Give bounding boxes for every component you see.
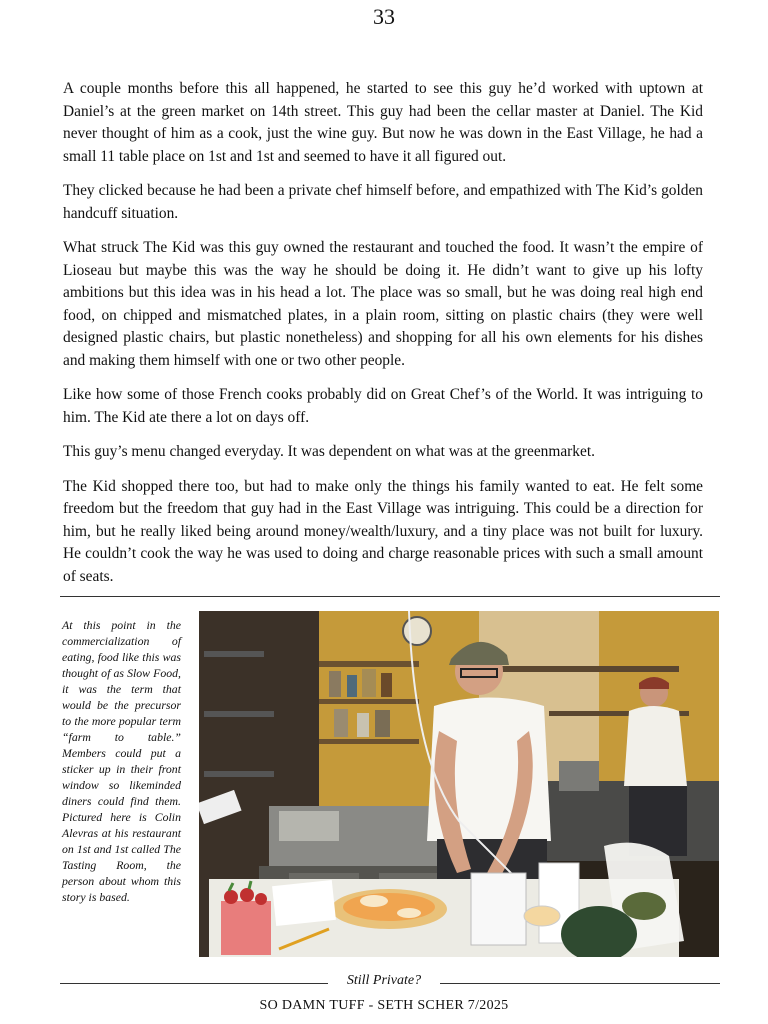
page-number: 33 <box>373 4 395 29</box>
photo-caption: At this point in the commercialization of eating, food like this was thought of as Slow Food, it was the term that would be the precursor to the more popular term “farm to table.” Members could put a sticker up in their front window so likeminded diners could find them. Pictured here is Colin Alevras at his restaurant on 1st and 1st called The Tasting Room, the person about whom this story is based. <box>62 618 181 904</box>
paragraph: What struck The Kid was this guy owned the restaurant and touched the food. It wasn’t the empire of Lioseau but maybe this was the way he should be doing it. He didn’t want to give up his lofty ambitions but this idea was in his head a lot. The place was so small, but he was doing real high end food, on chipped and mismatched plates, in a plain room, sitting on plastic chairs (they were well designed plastic chairs, but plastic nonetheless) and shopping for all his own elements for his dishes and making them himself with one or two other people. <box>63 239 703 369</box>
section-divider <box>60 596 720 597</box>
paragraph: Like how some of those French cooks probably did on Great Chef’s of the World. It was intriguing to him. The Kid ate there a lot on days off. <box>63 386 703 426</box>
body-text <box>63 78 703 600</box>
footer-title: Still Private? <box>346 973 422 988</box>
footer-right-rule <box>440 983 720 984</box>
paragraph: This guy’s menu changed everyday. It was dependent on what was at the greenmarket. <box>63 443 595 460</box>
paragraph: The Kid shopped there too, but had to make only the things his family wanted to eat. He felt some freedom but the freedom that guy had in the East Village was intriguing. This could be a direction for him, but he really liked being around money/wealth/luxury, and a tiny place was not built for luxury. He couldn’t cook the way he was used to doing and charge reasonable prices with such a small amount of seats. <box>63 477 703 585</box>
footer-credit: SO DAMN TUFF - SETH SCHER 7/2025 <box>259 998 509 1013</box>
paragraph: A couple months before this all happened, he started to see this guy he’d worked with uptown at Daniel’s at the green market on 14th street. This guy had been the cellar master at Daniel. The Kid never thought of him as a cook, just the wine guy. But now he was down in the East Village, he had a small 11 table place on 1st and 1st and seemed to have it all figured out. <box>63 80 703 165</box>
paragraph: They clicked because he had been a private chef himself before, and empathized with The Kid’s golden handcuff situation. <box>63 182 703 222</box>
kitchen-photo <box>199 611 719 957</box>
